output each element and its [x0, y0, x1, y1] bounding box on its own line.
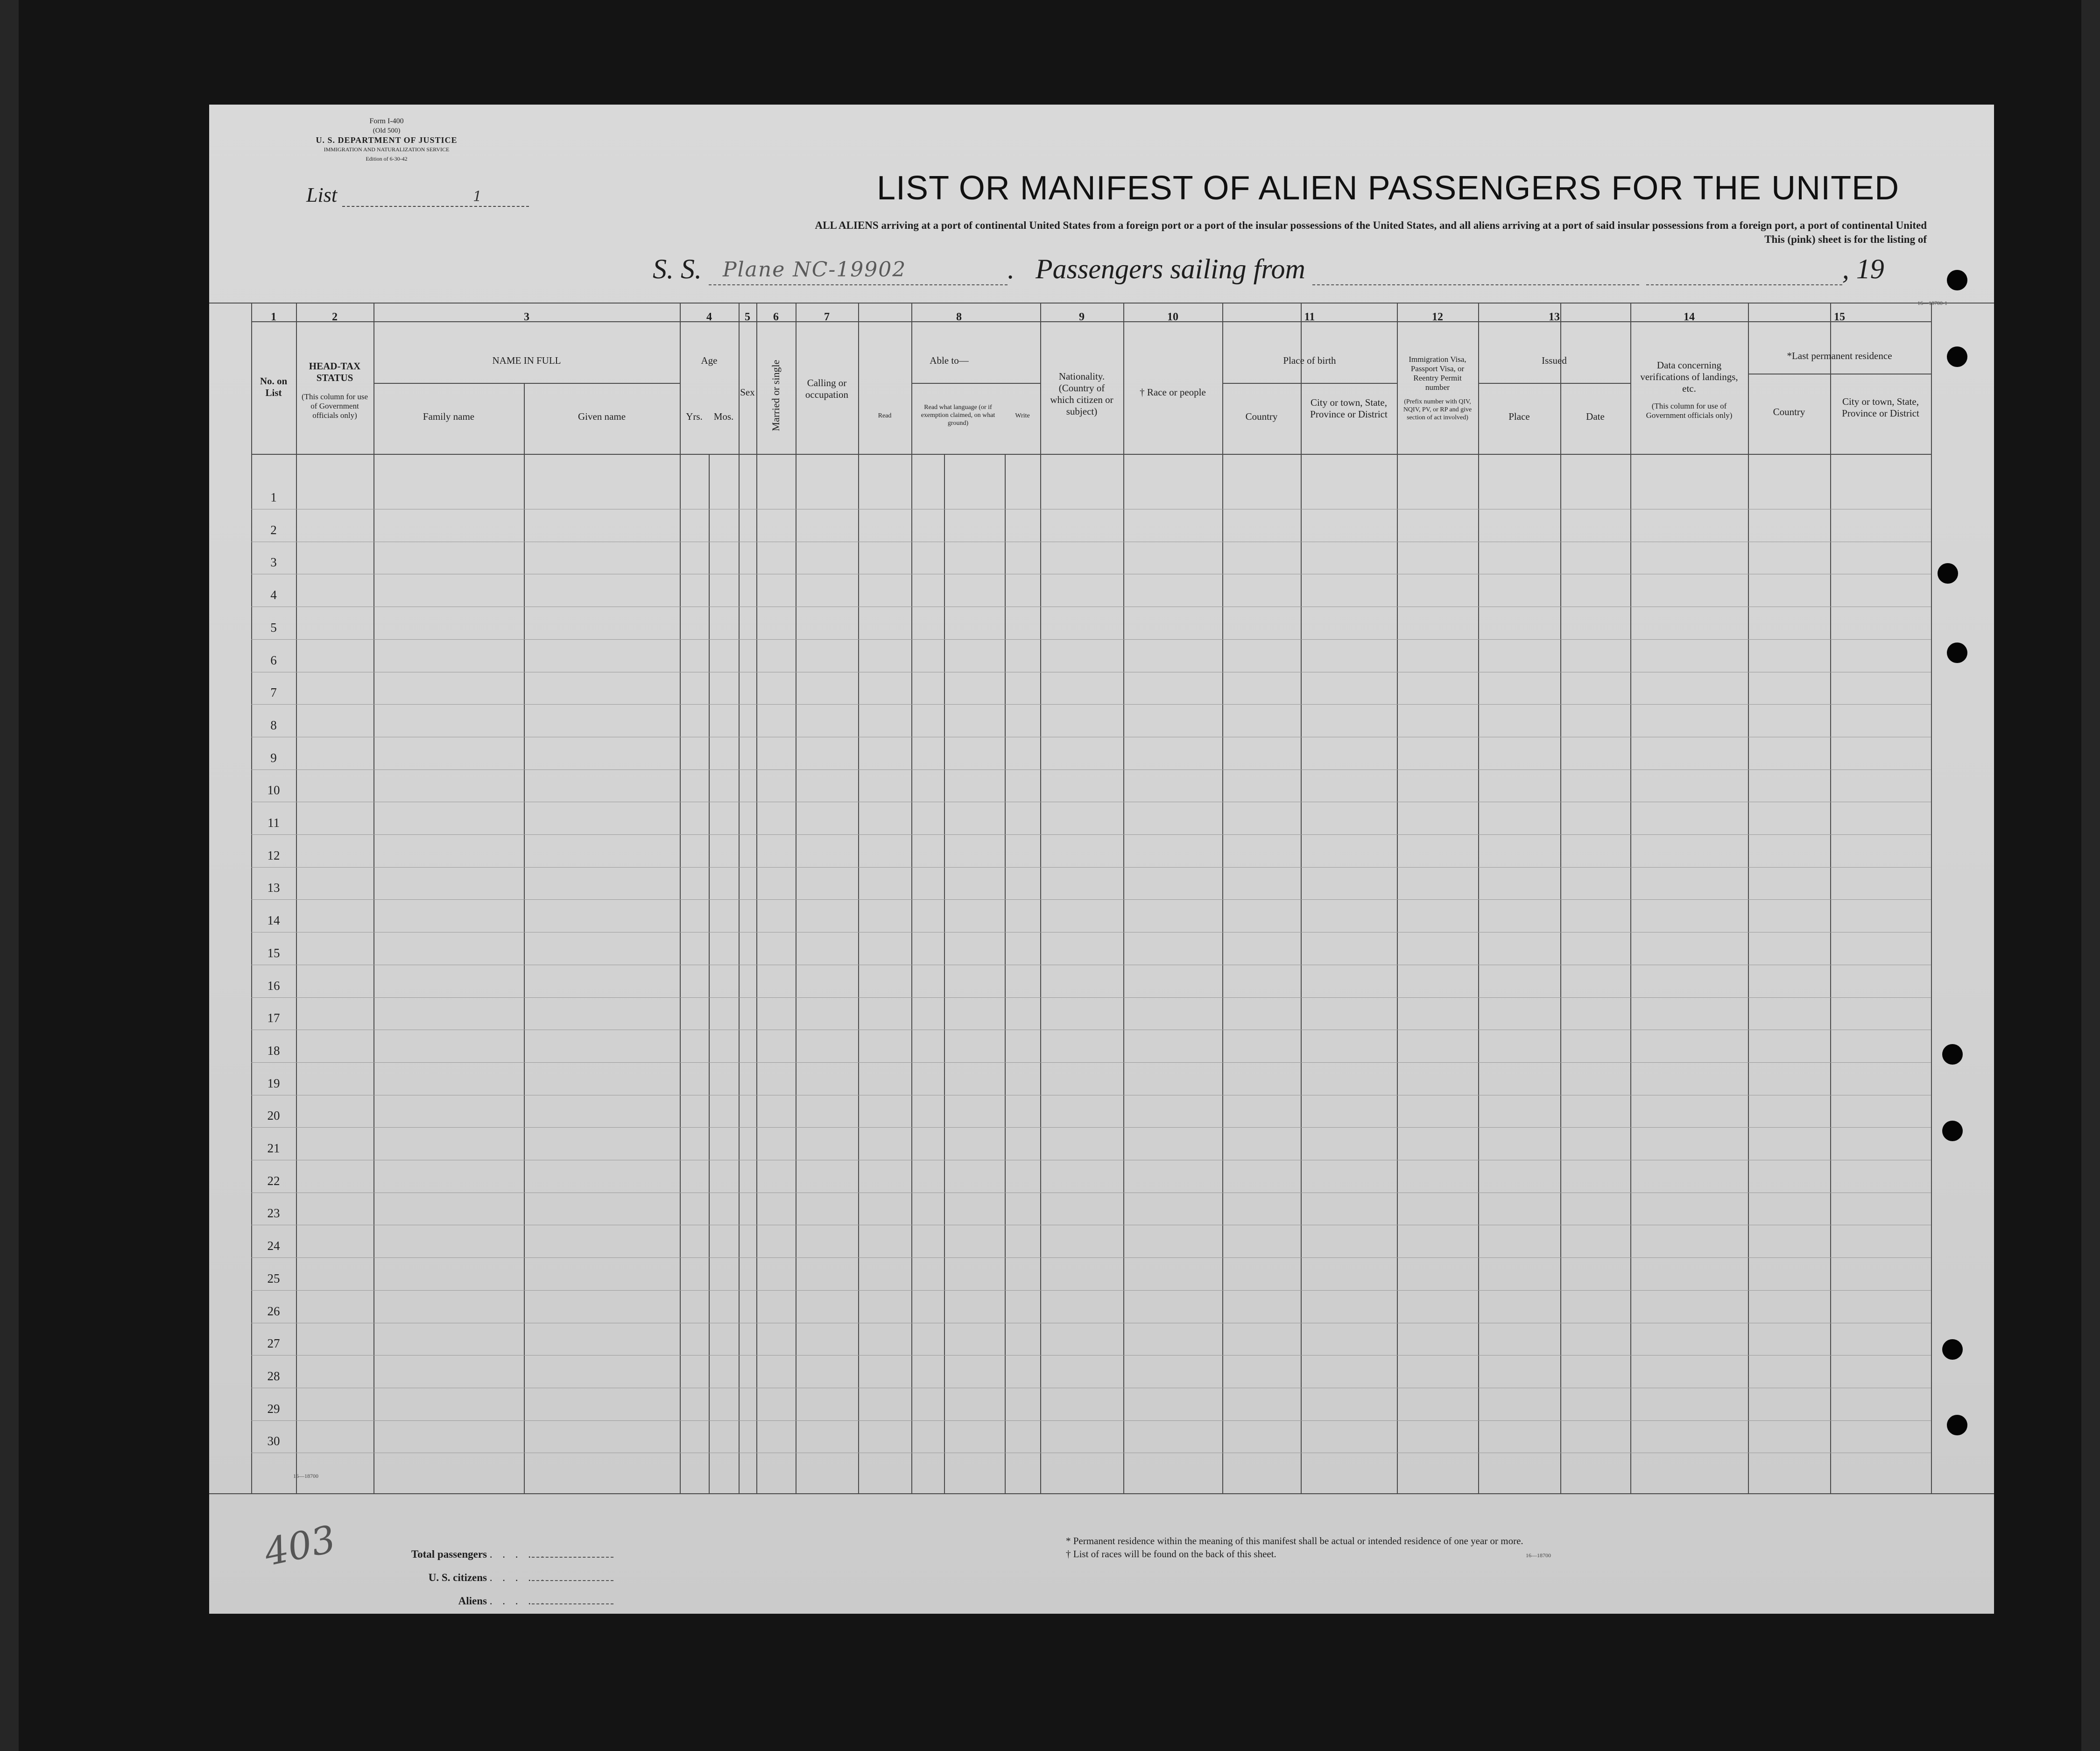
- header-data-concerning: Data concerning verifications of landings, etc.: [1640, 360, 1738, 394]
- manifest-title: LIST OR MANIFEST OF ALIEN PASSENGERS FOR THE UNITED: [877, 169, 1900, 207]
- column-number: 3: [524, 311, 529, 323]
- binder-hole: [1947, 643, 1967, 663]
- header-bottom-rule: [251, 454, 1931, 455]
- handwritten-number: 403: [261, 1517, 339, 1574]
- manifest-sheet: [209, 105, 1994, 1614]
- header-birth-city: City or town, State, Province or District: [1310, 397, 1388, 420]
- row-number: 7: [270, 685, 277, 699]
- bottom-code: 16—18700: [293, 1473, 318, 1479]
- manifest-subtitle: [526, 219, 1927, 247]
- column-rule: [1931, 303, 1932, 1493]
- row-number: 2: [270, 523, 277, 537]
- column-rule: [756, 303, 757, 1493]
- column-number: 1: [271, 311, 276, 323]
- column-number: 10: [1167, 311, 1178, 323]
- total-passengers-line: [532, 1547, 613, 1558]
- total-passengers-row: [389, 1543, 613, 1566]
- row-number: 3: [270, 555, 277, 569]
- form-identification: [289, 117, 485, 163]
- binder-hole: [1938, 563, 1958, 584]
- row-number: 29: [267, 1402, 280, 1416]
- header-calling: Calling or occupation: [805, 377, 849, 400]
- ss-label: S. S.: [653, 254, 702, 284]
- header-data-note: (This column for use of Government officials only): [1646, 402, 1733, 420]
- birth-subheader-rule: [1222, 383, 1397, 384]
- row-number: 23: [267, 1206, 280, 1220]
- row-number: 18: [267, 1044, 280, 1058]
- sailing-line: [1312, 259, 1639, 285]
- ss-line: [709, 259, 1008, 285]
- header-residence-city: City or town, State, Province or District: [1842, 396, 1919, 419]
- column-rule: [739, 303, 740, 1493]
- scan-frame-right: [2081, 0, 2100, 1751]
- column-rule: [1222, 303, 1223, 1493]
- binder-hole: [1942, 1339, 1963, 1360]
- service-name: IMMIGRATION AND NATURALIZATION SERVICE: [324, 146, 450, 153]
- column-number: 7: [824, 311, 830, 323]
- us-citizens-label: U. S. citizens: [428, 1572, 487, 1583]
- aliens-label: Aliens: [458, 1595, 487, 1607]
- header-given-name: Given name: [578, 411, 626, 422]
- list-value: 1: [473, 189, 482, 205]
- list-line: [342, 190, 529, 207]
- row-number: 10: [267, 783, 280, 797]
- column-number: 8: [956, 311, 962, 323]
- row-rule: [251, 1127, 1931, 1128]
- row-number: 26: [267, 1304, 280, 1318]
- column-number: 13: [1549, 311, 1560, 323]
- header-no-on-list: No. on List: [260, 375, 288, 398]
- issued-subheader-rule: [1478, 383, 1630, 384]
- row-rule: [251, 639, 1931, 640]
- row-number: 5: [270, 621, 277, 635]
- row-number: 21: [267, 1141, 280, 1155]
- row-rule: [251, 834, 1931, 835]
- column-rule: [1123, 303, 1124, 1493]
- row-rule: [251, 899, 1931, 900]
- header-name-in-full: NAME IN FULL: [492, 355, 561, 366]
- header-issued-place: Place: [1508, 411, 1530, 422]
- column-rule: [373, 303, 374, 1493]
- row-number: 27: [267, 1336, 280, 1350]
- header-race: † Race or people: [1140, 387, 1206, 398]
- row-number: 17: [267, 1011, 280, 1025]
- read-language-divider: [944, 454, 945, 1493]
- column-rule: [1630, 303, 1631, 1493]
- header-head-tax-note: (This column for use of Government officials only): [301, 392, 368, 420]
- row-number: 9: [270, 751, 277, 765]
- binder-hole: [1947, 346, 1967, 367]
- row-number: 25: [267, 1271, 280, 1285]
- aliens-row: [389, 1589, 613, 1613]
- header-write: Write: [1015, 412, 1030, 419]
- column-number: 14: [1684, 311, 1695, 323]
- row-rule: [251, 1290, 1931, 1291]
- row-number: 4: [270, 588, 277, 602]
- header-able-to: Able to—: [930, 355, 969, 366]
- issued-place-date-divider: [1560, 383, 1561, 1493]
- column-rule: [911, 303, 912, 1493]
- column-rule: [1397, 303, 1398, 1493]
- header-issued: Issued: [1542, 355, 1567, 366]
- header-read-what-language: Read what language (or if exemption claimed, on what ground): [921, 404, 995, 427]
- column-number: 12: [1432, 311, 1443, 323]
- us-citizens-row: [389, 1566, 613, 1589]
- row-number: 24: [267, 1239, 280, 1253]
- binder-hole: [1942, 1044, 1963, 1065]
- list-field: [306, 183, 529, 207]
- name-subheader-rule: [373, 383, 680, 384]
- header-read: Read: [878, 412, 892, 419]
- binder-hole: [1947, 1415, 1967, 1435]
- row-number: 12: [267, 848, 280, 862]
- row-number: 20: [267, 1108, 280, 1123]
- scan-frame-left: [0, 0, 19, 1751]
- row-number: 16: [267, 979, 280, 993]
- header-issued-date: Date: [1586, 411, 1605, 422]
- dot-leader: . . . . .: [489, 1572, 548, 1583]
- column-number: 2: [332, 311, 338, 323]
- column-rule: [1478, 303, 1479, 1493]
- row-rule: [251, 867, 1931, 868]
- dot-leader: . . . . .: [489, 1548, 548, 1560]
- footnotes: [1066, 1534, 1523, 1560]
- column-rule: [858, 303, 859, 1493]
- row-number: 11: [268, 816, 280, 830]
- header-birth-country: Country: [1245, 411, 1278, 422]
- header-yrs: Yrs.: [686, 411, 703, 422]
- row-rule: [251, 1257, 1931, 1258]
- header-mos: Mos.: [713, 411, 734, 422]
- row-number: 13: [267, 881, 280, 895]
- column-rule: [1748, 303, 1749, 1493]
- header-sex: Sex: [740, 387, 755, 398]
- column-rule: [680, 303, 681, 1493]
- column-number: 9: [1079, 311, 1085, 323]
- form-number: Form I-400: [369, 117, 404, 125]
- row-rule: [251, 1355, 1931, 1356]
- edition-date: Edition of 6-30-42: [366, 155, 408, 162]
- row-number: 28: [267, 1369, 280, 1383]
- row-number: 19: [267, 1076, 280, 1090]
- row-number: 1: [270, 490, 277, 504]
- table-top-rule: [209, 303, 1994, 304]
- row-rule: [251, 1420, 1931, 1421]
- date-line: [1646, 259, 1842, 285]
- binder-hole: [1942, 1121, 1963, 1141]
- header-residence-country: Country: [1773, 406, 1805, 417]
- sailing-label: Passengers sailing from: [1036, 254, 1305, 284]
- header-last-residence: *Last permanent residence: [1787, 350, 1892, 361]
- subtitle-line-2: This (pink) sheet is for the listing of: [1764, 233, 1927, 245]
- row-number: 30: [267, 1434, 280, 1448]
- binder-hole: [1947, 270, 1967, 290]
- header-nationality: Nationality. (Country of which citizen or subject): [1050, 371, 1113, 417]
- column-number: 11: [1304, 311, 1315, 323]
- header-place-of-birth: Place of birth: [1283, 355, 1336, 366]
- row-number: 15: [267, 946, 280, 960]
- column-number: 15: [1834, 311, 1845, 323]
- row-number: 8: [270, 718, 277, 732]
- dot-leader: . . . . .: [489, 1595, 548, 1607]
- row-rule: [251, 1062, 1931, 1063]
- year-label: , 19: [1842, 254, 1884, 284]
- row-number: 22: [267, 1174, 280, 1188]
- column-rule: [1040, 303, 1041, 1493]
- department-name: U. S. DEPARTMENT OF JUSTICE: [316, 135, 458, 145]
- header-visa: Immigration Visa, Passport Visa, or Reentry Permit number: [1409, 355, 1466, 392]
- header-head-tax: HEAD-TAX STATUS: [309, 360, 361, 383]
- column-number: 5: [745, 311, 750, 323]
- column-number: 6: [773, 311, 779, 323]
- aliens-line: [532, 1594, 613, 1604]
- residence-country-city-divider: [1830, 383, 1831, 1493]
- ss-value: Plane NC-19902: [723, 258, 907, 282]
- header-visa-note: (Prefix number with QIV, NQIV, PV, or RP and give section of act involved): [1403, 398, 1472, 421]
- header-age: Age: [701, 355, 718, 366]
- row-number: 14: [267, 913, 280, 927]
- ship-line: S. S. Plane NC-19902 . Passengers sailing from , 19: [653, 254, 1884, 284]
- us-citizens-line: [532, 1571, 613, 1581]
- yrs-mos-divider: [709, 454, 710, 1493]
- row-rule: [251, 997, 1931, 998]
- language-write-divider: [1005, 454, 1006, 1493]
- able-subheader-rule: [911, 383, 1040, 384]
- column-rule: [296, 303, 297, 1493]
- table-bottom-rule: [209, 1493, 1994, 1494]
- row-rule: [251, 704, 1931, 705]
- birth-country-city-divider: [1301, 383, 1302, 1493]
- old-form-number: (Old 500): [373, 127, 401, 134]
- header-family-name: Family name: [423, 411, 475, 422]
- subtitle-line-1: ALL ALIENS arriving at a port of continental United States from a foreign port or a port of the insular possessions of the United States, and all aliens arriving at a port of said insular possessions from a foreign port, a port of continental United: [815, 219, 1927, 231]
- total-passengers-label: Total passengers: [411, 1548, 487, 1560]
- footnote-code: 16—18700: [1526, 1552, 1551, 1559]
- footnote-races: † List of races will be found on the back of this sheet.: [1066, 1548, 1276, 1560]
- column-number: 4: [706, 311, 712, 323]
- list-label: List: [306, 184, 338, 206]
- footnote-residence: * Permanent residence within the meaning of this manifest shall be actual or intended residence of one year or more.: [1066, 1535, 1523, 1546]
- totals-section: [389, 1543, 613, 1613]
- header-married-or-single: Married or single: [770, 360, 782, 431]
- row-number: 6: [270, 653, 277, 667]
- family-given-divider: [524, 383, 525, 1493]
